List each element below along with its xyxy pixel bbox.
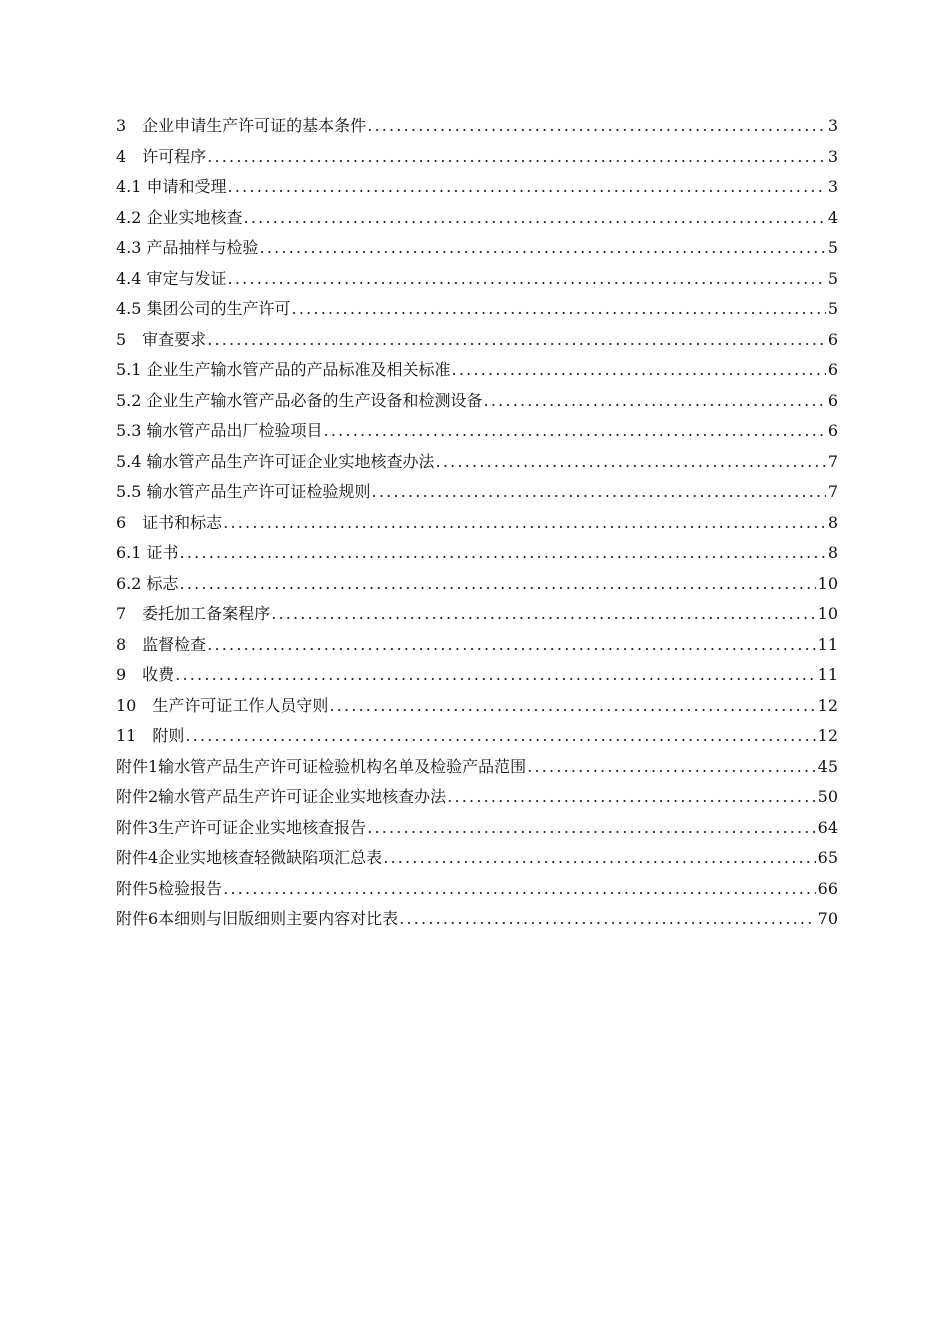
toc-entry[interactable]	[116, 142, 838, 173]
toc-entry-page: 45	[817, 756, 838, 776]
toc-entry-page: 6	[827, 360, 838, 379]
toc-dot-leader	[180, 569, 816, 600]
toc-dot-leader	[329, 691, 815, 722]
toc-entry-label: 5.5 输水管产品生产许可证检验规则	[116, 482, 371, 501]
toc-dot-leader	[527, 752, 815, 783]
toc-dot-leader	[271, 599, 815, 630]
toc-entry-label: 6.1 证书	[116, 543, 179, 562]
toc-entry-page: 50	[817, 787, 838, 806]
toc-dot-leader	[436, 447, 826, 478]
toc-dot-leader	[207, 630, 815, 661]
toc-dot-leader	[223, 874, 815, 905]
toc-entry-page: 10	[817, 573, 838, 593]
toc-entry-label: 3 企业申请生产许可证的基本条件	[116, 116, 367, 135]
toc-entry-label: 5.4 输水管产品生产许可证企业实地核查办法	[116, 451, 435, 471]
toc-entry-label: 4 许可程序	[116, 146, 207, 166]
toc-entry[interactable]	[116, 752, 838, 783]
toc-entry-page: 11	[817, 634, 838, 654]
toc-entry-label: 10 生产许可证工作人员守则	[116, 695, 329, 715]
toc-entry-label: 6.2 标志	[116, 573, 179, 593]
toc-entry[interactable]	[116, 477, 838, 508]
toc-entry-label: 附件4企业实地核查轻微缺陷项汇总表	[116, 848, 383, 867]
toc-entry[interactable]	[116, 508, 838, 539]
toc-entry-label: 7 委托加工备案程序	[116, 604, 271, 623]
toc-entry[interactable]	[116, 538, 838, 569]
toc-dot-leader	[180, 538, 826, 569]
toc-entry[interactable]	[116, 416, 838, 447]
toc-entry-page: 5	[827, 238, 838, 257]
toc-dot-leader	[185, 721, 815, 752]
toc-entry[interactable]	[116, 233, 838, 264]
toc-entry[interactable]	[116, 355, 838, 386]
toc-entry-page: 5	[827, 299, 838, 318]
toc-entry-label: 11 附则	[116, 726, 185, 745]
toc-entry[interactable]	[116, 904, 838, 935]
toc-dot-leader	[223, 508, 826, 539]
toc-dot-leader	[367, 111, 826, 142]
toc-dot-leader	[399, 904, 815, 935]
toc-entry[interactable]	[116, 386, 838, 417]
toc-entry-label: 5.3 输水管产品出厂检验项目	[116, 421, 323, 440]
toc-dot-leader	[367, 813, 815, 844]
toc-entry[interactable]	[116, 843, 838, 874]
toc-entry-page: 12	[817, 695, 838, 715]
toc-entry-page: 65	[817, 848, 838, 867]
toc-entry[interactable]	[116, 813, 838, 844]
toc-entry-page: 8	[827, 543, 838, 562]
toc-entry[interactable]	[116, 569, 838, 600]
toc-entry-label: 4.3 产品抽样与检验	[116, 238, 259, 257]
toc-entry-page: 10	[817, 604, 838, 623]
toc-entry-page: 5	[827, 268, 838, 288]
toc-entry[interactable]	[116, 599, 838, 630]
toc-entry-page: 3	[827, 177, 838, 196]
toc-dot-leader	[447, 782, 815, 813]
toc-entry[interactable]	[116, 874, 838, 905]
toc-entry[interactable]	[116, 630, 838, 661]
toc-entry-label: 4.1 申请和受理	[116, 177, 227, 196]
toc-entry[interactable]	[116, 172, 838, 203]
toc-entry-page: 6	[827, 390, 838, 410]
toc-entry-label: 附件1输水管产品生产许可证检验机构名单及检验产品范围	[116, 756, 527, 776]
toc-entry-page: 4	[827, 207, 838, 227]
toc-dot-leader	[244, 203, 826, 234]
toc-entry-page: 11	[817, 665, 838, 684]
toc-entry-label: 4.4 审定与发证	[116, 268, 227, 288]
toc-entry[interactable]	[116, 111, 838, 142]
toc-dot-leader	[324, 416, 826, 447]
toc-dot-leader	[372, 477, 826, 508]
toc-dot-leader	[383, 843, 815, 874]
toc-entry[interactable]	[116, 294, 838, 325]
toc-entry-label: 附件6本细则与旧版细则主要内容对比表	[116, 909, 399, 928]
toc-entry-page: 64	[817, 817, 838, 837]
toc-entry[interactable]	[116, 782, 838, 813]
toc-entry[interactable]	[116, 447, 838, 478]
toc-dot-leader	[484, 386, 826, 417]
toc-entry-page: 6	[827, 421, 838, 440]
table-of-contents	[116, 111, 838, 935]
toc-dot-leader	[452, 355, 826, 386]
toc-entry-label: 6 证书和标志	[116, 512, 223, 532]
toc-entry-label: 5 审查要求	[116, 329, 207, 349]
toc-entry-label: 4.2 企业实地核查	[116, 207, 243, 227]
toc-dot-leader	[228, 172, 826, 203]
toc-entry-label: 5.1 企业生产输水管产品的产品标准及相关标准	[116, 360, 451, 379]
toc-entry-label: 5.2 企业生产输水管产品必备的生产设备和检测设备	[116, 390, 483, 410]
toc-entry-page: 8	[827, 512, 838, 532]
toc-entry-page: 12	[817, 726, 838, 745]
toc-entry[interactable]	[116, 203, 838, 234]
toc-dot-leader	[292, 294, 826, 325]
toc-entry-label: 4.5 集团公司的生产许可	[116, 299, 291, 318]
toc-dot-leader	[228, 264, 826, 295]
toc-entry-label: 8 监督检查	[116, 634, 207, 654]
toc-entry-label: 附件5检验报告	[116, 878, 223, 898]
toc-entry[interactable]	[116, 264, 838, 295]
toc-dot-leader	[175, 660, 815, 691]
toc-entry-page: 66	[817, 878, 838, 898]
toc-entry-page: 3	[827, 146, 838, 166]
toc-entry[interactable]	[116, 691, 838, 722]
toc-entry-page: 7	[827, 482, 838, 501]
toc-dot-leader	[207, 142, 826, 173]
toc-entry[interactable]	[116, 660, 838, 691]
toc-entry-page: 6	[827, 329, 838, 349]
toc-entry-label: 附件3生产许可证企业实地核查报告	[116, 817, 367, 837]
toc-entry-label: 附件2输水管产品生产许可证企业实地核查办法	[116, 787, 447, 806]
toc-entry[interactable]	[116, 325, 838, 356]
toc-entry-page: 70	[817, 909, 838, 928]
toc-entry-label: 9 收费	[116, 665, 175, 684]
toc-dot-leader	[207, 325, 826, 356]
toc-entry-page: 7	[827, 451, 838, 471]
toc-entry[interactable]	[116, 721, 838, 752]
toc-dot-leader	[260, 233, 826, 264]
toc-entry-page: 3	[827, 116, 838, 135]
